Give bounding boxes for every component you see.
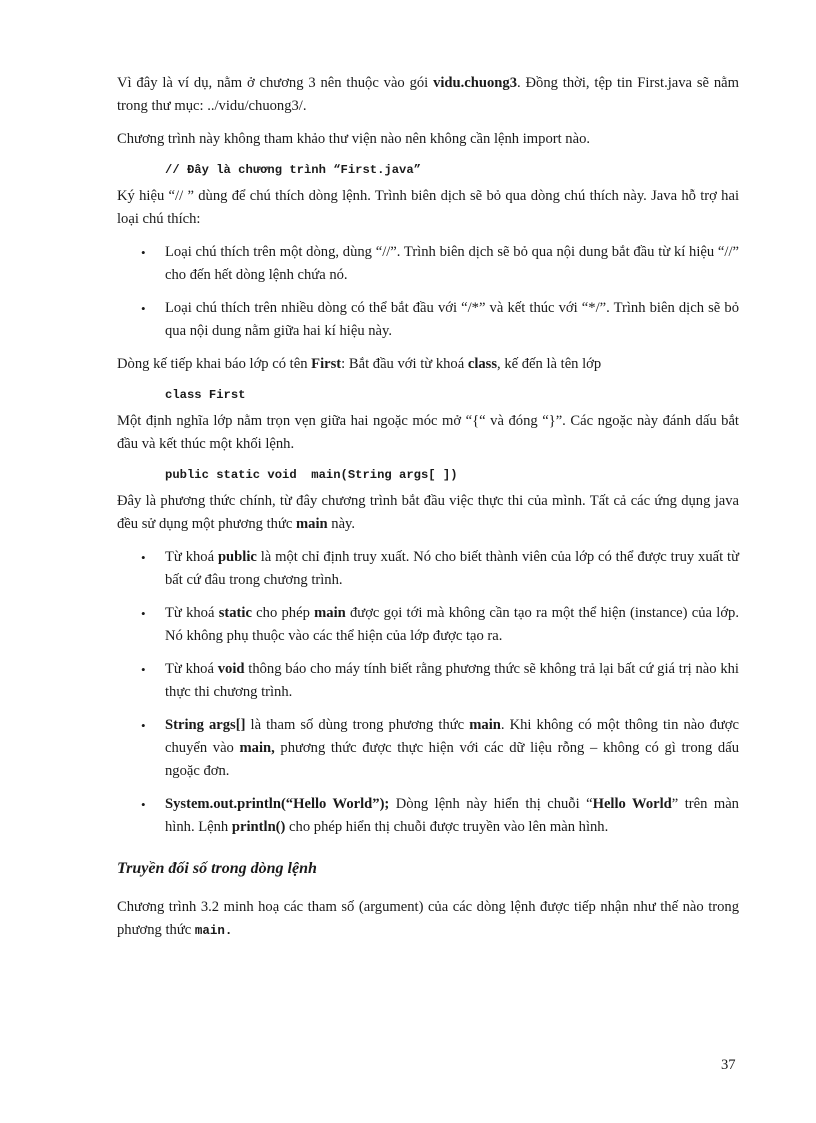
text: thông báo cho máy tính biết rằng phương thức sẽ không trả lại bất cứ giá trị nào khi thực thi chương trình. bbox=[165, 661, 739, 700]
bullet-icon: • bbox=[141, 718, 146, 733]
keyword: main bbox=[314, 605, 346, 621]
paragraph-braces: Một định nghĩa lớp nằm trọn vẹn giữa hai ngoặc móc mở “{“ và đóng “}”. Các ngoặc này đánh dấu bắt đầu và kết thúc một khối lệnh. bbox=[117, 413, 739, 452]
paragraph-import: Chương trình này không tham khảo thư viện nào nên không cần lệnh import nào. bbox=[117, 131, 591, 147]
list-item-text: Loại chú thích trên một dòng, dùng “//”. Trình biên dịch sẽ bỏ qua nội dung bắt đầu từ kí hiệu “//” cho đến hết dòng lệnh chứa nó. bbox=[165, 244, 739, 283]
text: được gọi tới mà không cần tạo ra một thể hiện (instance) của lớp. Nó không phụ thuộc vào các thể hiện của lớp được tạo ra. bbox=[165, 605, 739, 644]
text: là một chỉ định truy xuất. Nó cho biết thành viên của lớp có thể được truy xuất từ bất cứ đâu trong chương trình. bbox=[165, 549, 739, 588]
keyword: public bbox=[217, 549, 257, 565]
text: Dòng lệnh này hiển thị chuỗi “ bbox=[389, 796, 593, 812]
text: Vì đây là ví dụ, nằm ở chương 3 nên thuộc vào gói bbox=[117, 75, 434, 91]
paragraph-class bbox=[117, 353, 739, 376]
keyword: main, bbox=[239, 740, 275, 756]
bullet-icon: • bbox=[141, 550, 146, 565]
comment-types-list bbox=[117, 241, 739, 343]
document-page bbox=[117, 72, 739, 953]
text: Chương trình 3.2 minh hoạ các tham số (argument) của các dòng lệnh được tiếp nhận như thế nào trong phương thức bbox=[117, 899, 739, 938]
keyword: static bbox=[218, 605, 252, 621]
text: : Bắt đầu với từ khoá bbox=[341, 356, 468, 372]
keywords-list bbox=[117, 546, 739, 839]
list-item bbox=[117, 602, 739, 648]
list-item bbox=[117, 793, 739, 839]
code-main: public static void main(String args[ ]) bbox=[165, 468, 458, 482]
text: ” trên màn hình. Lệnh bbox=[165, 796, 739, 835]
text: . Khi không có một thông tin nào được chuyển vào bbox=[165, 717, 740, 756]
class-name: First bbox=[311, 356, 342, 372]
keyword: println() bbox=[231, 819, 286, 835]
section-heading: Truyền đối số trong dòng lệnh bbox=[117, 860, 317, 877]
package-name: vidu.chuong3 bbox=[433, 75, 518, 91]
text: là tham số dùng trong phương thức bbox=[245, 717, 470, 733]
text: Dòng kế tiếp khai báo lớp có tên bbox=[117, 356, 312, 372]
keyword: String args[] bbox=[165, 717, 246, 733]
list-item bbox=[117, 241, 739, 287]
list-item bbox=[117, 546, 739, 592]
list-item bbox=[117, 658, 739, 704]
inline-code: main. bbox=[194, 924, 233, 938]
paragraph-main bbox=[117, 490, 739, 536]
bullet-icon: • bbox=[141, 245, 146, 260]
keyword: Hello World bbox=[592, 796, 672, 812]
paragraph-package bbox=[117, 72, 739, 118]
list-item-text: Loại chú thích trên nhiều dòng có thể bắt đầu với “/*” và kết thúc với “*/”. Trình biên dịch sẽ bỏ qua nội dung nằm giữa hai kí hiệu này. bbox=[165, 300, 739, 339]
list-item bbox=[117, 714, 739, 783]
keyword: class bbox=[467, 356, 498, 372]
keyword: main bbox=[296, 516, 328, 532]
list-item bbox=[117, 297, 739, 343]
text: Từ khoá bbox=[165, 661, 218, 677]
bullet-icon: • bbox=[141, 301, 146, 316]
text: Từ khoá bbox=[165, 549, 218, 565]
keyword: void bbox=[217, 661, 245, 677]
text: . Đồng thời, tệp tin First.java sẽ nằm trong thư mục: ../vidu/chuong3/. bbox=[117, 75, 739, 114]
text: cho phép bbox=[251, 605, 315, 621]
keyword: main bbox=[469, 717, 501, 733]
text: Từ khoá bbox=[165, 605, 219, 621]
bullet-icon: • bbox=[141, 662, 146, 677]
text: Đây là phương thức chính, từ đây chương trình bắt đầu việc thực thi của mình. Tất cả các ứng dụng java đều sử dụng một phương thức bbox=[117, 493, 739, 532]
keyword: System.out.println(“Hello World”); bbox=[165, 796, 390, 812]
paragraph-arguments bbox=[117, 896, 739, 943]
bullet-icon: • bbox=[141, 797, 146, 812]
paragraph-comment: Ký hiệu “// ” dùng để chú thích dòng lệnh. Trình biên dịch sẽ bỏ qua dòng chú thích này. Java hỗ trợ hai loại chú thích: bbox=[117, 188, 739, 227]
text: phương thức được thực hiện với các dữ liệu rỗng – không có gì trong dấu ngoặc đơn. bbox=[165, 740, 739, 779]
code-class: class First bbox=[165, 388, 246, 402]
text: cho phép hiển thị chuỗi được truyền vào lên màn hình. bbox=[285, 819, 609, 835]
page-number: 37 bbox=[721, 1057, 736, 1073]
bullet-icon: • bbox=[141, 606, 146, 621]
text: này. bbox=[327, 516, 356, 532]
code-comment: // Đây là chương trình “First.java” bbox=[165, 163, 421, 177]
text: , kế đến là tên lớp bbox=[497, 356, 602, 372]
